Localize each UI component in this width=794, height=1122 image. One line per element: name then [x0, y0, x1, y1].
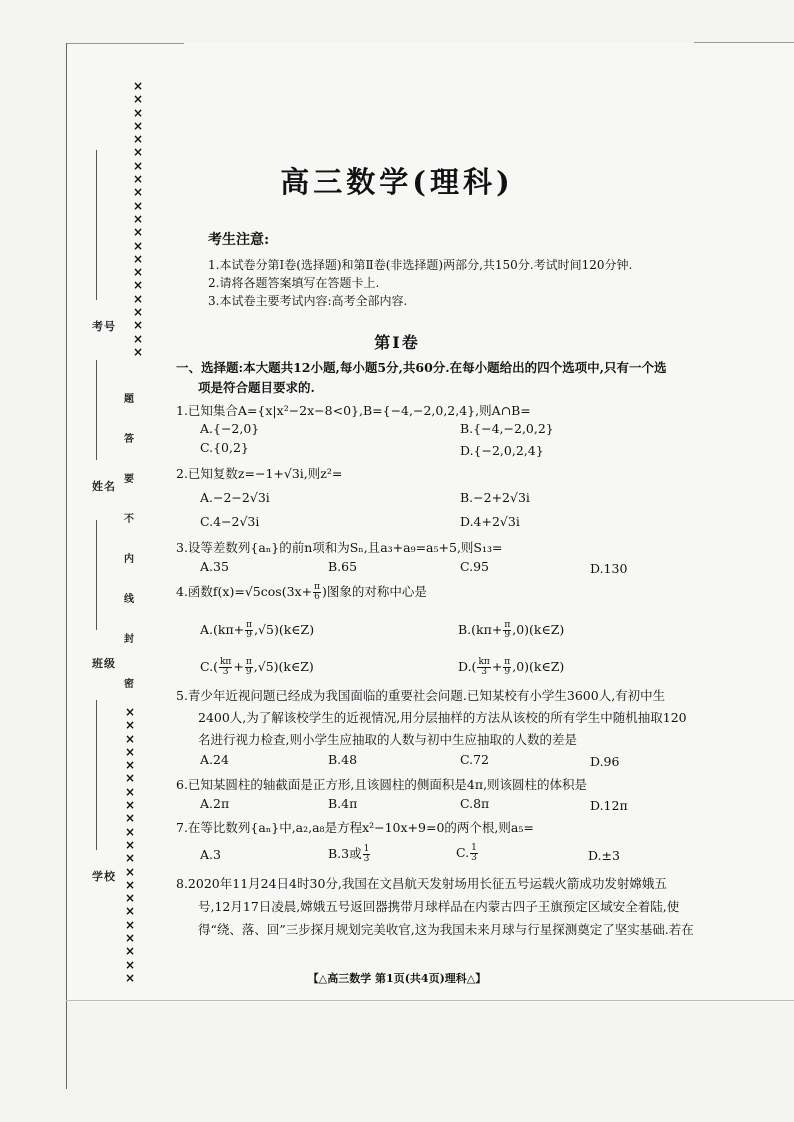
q1-option-b: B.{−4,−2,0,2} — [460, 421, 554, 436]
q5-option-b: B.48 — [328, 752, 358, 767]
x-mark: × — [124, 718, 136, 733]
question-5-stem-cont: 名进行视力检查,则小学生应抽取的人数与初中生应抽取的人数的差是 — [198, 732, 577, 747]
seal-char: 题 — [124, 394, 134, 405]
seal-char: 线 — [124, 594, 134, 605]
section-intro-cont: 项是符合题目要求的. — [198, 380, 315, 395]
x-mark: × — [132, 172, 144, 187]
notice-heading: 考生注意: — [208, 232, 270, 248]
q4-option-a: A.(kπ+ $\frac{\pi}{9}$ ,√5)(k∈Z) — [200, 620, 315, 640]
x-mark: × — [124, 744, 136, 759]
seal-char: 密 — [124, 679, 134, 690]
scan-edge-bottom — [66, 1000, 794, 1001]
x-mark: × — [124, 917, 136, 932]
q2-option-a: A.−2−2√3i — [200, 490, 270, 505]
x-mark: × — [124, 811, 136, 826]
class-line — [96, 520, 97, 630]
q7-option-d: D.±3 — [588, 848, 620, 863]
x-mark: × — [124, 891, 136, 906]
name-label: 姓名 — [92, 480, 116, 493]
scan-edge-top-right — [694, 42, 794, 43]
x-mark: × — [132, 118, 144, 133]
page-title: 高三数学(理科) — [280, 165, 514, 199]
q2-option-d: D.4+2√3i — [460, 514, 520, 529]
question-7-stem: 7.在等比数列{aₙ}中,a₂,a₈是方程x²−10x+9=0的两个根,则a₅= — [176, 820, 534, 835]
x-mark: × — [132, 278, 144, 293]
x-mark: × — [124, 931, 136, 946]
fraction: $\frac{\pi}{9}$ — [504, 620, 511, 640]
x-mark: × — [124, 784, 136, 799]
x-mark: × — [132, 305, 144, 320]
x-mark: × — [132, 265, 144, 280]
section-title: 第Ⅰ卷 — [374, 333, 420, 352]
fraction: $\frac{k\pi}{3}$ — [219, 657, 232, 677]
x-mark: × — [132, 92, 144, 107]
x-mark: × — [132, 318, 144, 333]
seal-char: 封 — [124, 634, 134, 645]
q2-option-b: B.−2+2√3i — [460, 490, 530, 505]
q5-option-a: A.24 — [200, 752, 229, 767]
x-mark: × — [124, 705, 136, 719]
q7-option-a: A.3 — [200, 847, 221, 862]
x-mark: × — [124, 944, 136, 959]
q4-option-d: D.( $\frac{k\pi}{3}$ + $\frac{\pi}{9}$ ,0)(k∈Z) — [458, 657, 565, 677]
seal-char: 内 — [124, 554, 134, 565]
x-marks-top — [130, 80, 146, 359]
x-mark: × — [132, 158, 144, 173]
x-mark: × — [124, 970, 136, 985]
x-mark: × — [132, 331, 144, 346]
seal-char: 不 — [124, 514, 134, 525]
notice-item: 3.本试卷主要考试内容:高考全部内容. — [208, 294, 408, 308]
x-mark: × — [132, 251, 144, 266]
q5-option-d: D.96 — [590, 754, 620, 769]
school-label: 学校 — [92, 870, 116, 883]
question-4-stem: 4.函数f(x)=√5cos(3x+ $\frac{\pi}{6}$ )图象的对称中心是 — [176, 582, 427, 602]
x-mark: × — [124, 877, 136, 892]
page-footer: 【△高三数学 第1页(共4页)理科△】 — [307, 972, 487, 985]
q4-option-b: B.(kπ+ $\frac{\pi}{9}$ ,0)(k∈Z) — [458, 620, 565, 640]
section-intro: 一、选择题:本大题共12小题,每小题5分,共60分.在每小题给出的四个选项中,只有一个选 — [176, 360, 667, 375]
q4-option-c: C.( $\frac{k\pi}{3}$ + $\frac{\pi}{9}$ ,√5)(k∈Z) — [200, 657, 314, 677]
x-mark: × — [132, 79, 144, 93]
notice-item: 1.本试卷分第Ⅰ卷(选择题)和第Ⅱ卷(非选择题)两部分,共150分.考试时间120分钟. — [208, 258, 633, 272]
x-mark: × — [132, 291, 144, 306]
x-mark: × — [124, 851, 136, 866]
fraction: $\frac{\pi}{9}$ — [246, 620, 253, 640]
exam-number-label: 考号 — [92, 320, 116, 333]
q1-option-a: A.{−2,0} — [200, 421, 260, 436]
question-3-stem: 3.设等差数列{aₙ}的前n项和为Sₙ,且a₃+a₉=a₅+5,则S₁₃= — [176, 540, 503, 555]
question-5-stem-cont: 2400人,为了解该校学生的近视情况,用分层抽样的方法从该校的所有学生中随机抽取120 — [198, 710, 687, 725]
question-5-stem: 5.青少年近视问题已经成为我国面临的重要社会问题.已知某校有小学生3600人,有初中生 — [176, 688, 666, 703]
fraction: $\frac{\pi}{6}$ — [314, 582, 320, 602]
q6-option-a: A.2π — [200, 796, 230, 811]
x-mark: × — [124, 798, 136, 813]
x-mark: × — [124, 904, 136, 919]
x-mark: × — [132, 344, 144, 359]
question-1-stem: 1.已知集合A={x|x²−2x−8<0},B={−4,−2,0,2,4},则A∩B= — [176, 403, 531, 418]
x-mark: × — [124, 731, 136, 746]
q2-option-c: C.4−2√3i — [200, 514, 260, 529]
fraction: $\frac{\pi}{9}$ — [245, 657, 252, 677]
question-8-stem: 8.2020年11月24日4时30分,我国在文昌航天发射场用长征五号运载火箭成功发射嫦娥五 — [176, 876, 667, 891]
x-mark: × — [132, 132, 144, 147]
name-line — [96, 360, 97, 460]
x-mark: × — [132, 145, 144, 160]
x-mark: × — [132, 225, 144, 240]
q6-option-d: D.12π — [590, 798, 628, 813]
x-mark: × — [124, 758, 136, 773]
q7-option-b: B.3或 $\frac{1}{3}$ — [328, 844, 370, 864]
x-mark: × — [132, 185, 144, 200]
seal-char: 要 — [124, 474, 134, 485]
q3-option-b: B.65 — [328, 559, 358, 574]
question-8-stem-cont: 得“绕、落、回”三步探月规划完美收官,这为我国未来月球与行星探测奠定了坚实基础.若在 — [198, 922, 694, 937]
q3-option-c: C.95 — [460, 559, 489, 574]
q3-option-d: D.130 — [590, 561, 628, 576]
scan-edge-top-left — [66, 43, 184, 44]
fraction: $\frac{1}{3}$ — [471, 843, 477, 863]
x-mark: × — [124, 957, 136, 972]
q3-option-a: A.35 — [200, 559, 229, 574]
x-marks-bottom — [122, 706, 138, 985]
x-mark: × — [132, 211, 144, 226]
seal-char: 答 — [124, 434, 134, 445]
x-mark: × — [124, 837, 136, 852]
x-mark: × — [132, 198, 144, 213]
q6-option-c: C.8π — [460, 796, 490, 811]
q6-option-b: B.4π — [328, 796, 358, 811]
fraction: $\frac{\pi}{9}$ — [504, 657, 511, 677]
fraction: $\frac{1}{3}$ — [363, 844, 370, 864]
question-6-stem: 6.已知某圆柱的轴截面是正方形,且该圆柱的侧面积是4π,则该圆柱的体积是 — [176, 777, 588, 792]
fraction: $\frac{k\pi}{3}$ — [478, 657, 490, 677]
school-line — [96, 700, 97, 850]
q7-option-c: C. $\frac{1}{3}$ — [456, 843, 477, 863]
q1-option-d: D.{−2,0,2,4} — [460, 443, 544, 458]
class-label: 班级 — [92, 657, 116, 670]
question-8-stem-cont: 号,12月17日凌晨,嫦娥五号返回器携带月球样品在内蒙古四子王旗预定区域安全着陆,使 — [198, 899, 680, 914]
x-mark: × — [124, 824, 136, 839]
q5-option-c: C.72 — [460, 752, 489, 767]
x-mark: × — [132, 238, 144, 253]
question-2-stem: 2.已知复数z=−1+√3i,则z²= — [176, 466, 343, 481]
notice-item: 2.请将各题答案填写在答题卡上. — [208, 276, 380, 290]
x-mark: × — [124, 771, 136, 786]
x-mark: × — [132, 105, 144, 120]
q1-option-c: C.{0,2} — [200, 440, 249, 455]
x-mark: × — [124, 864, 136, 879]
